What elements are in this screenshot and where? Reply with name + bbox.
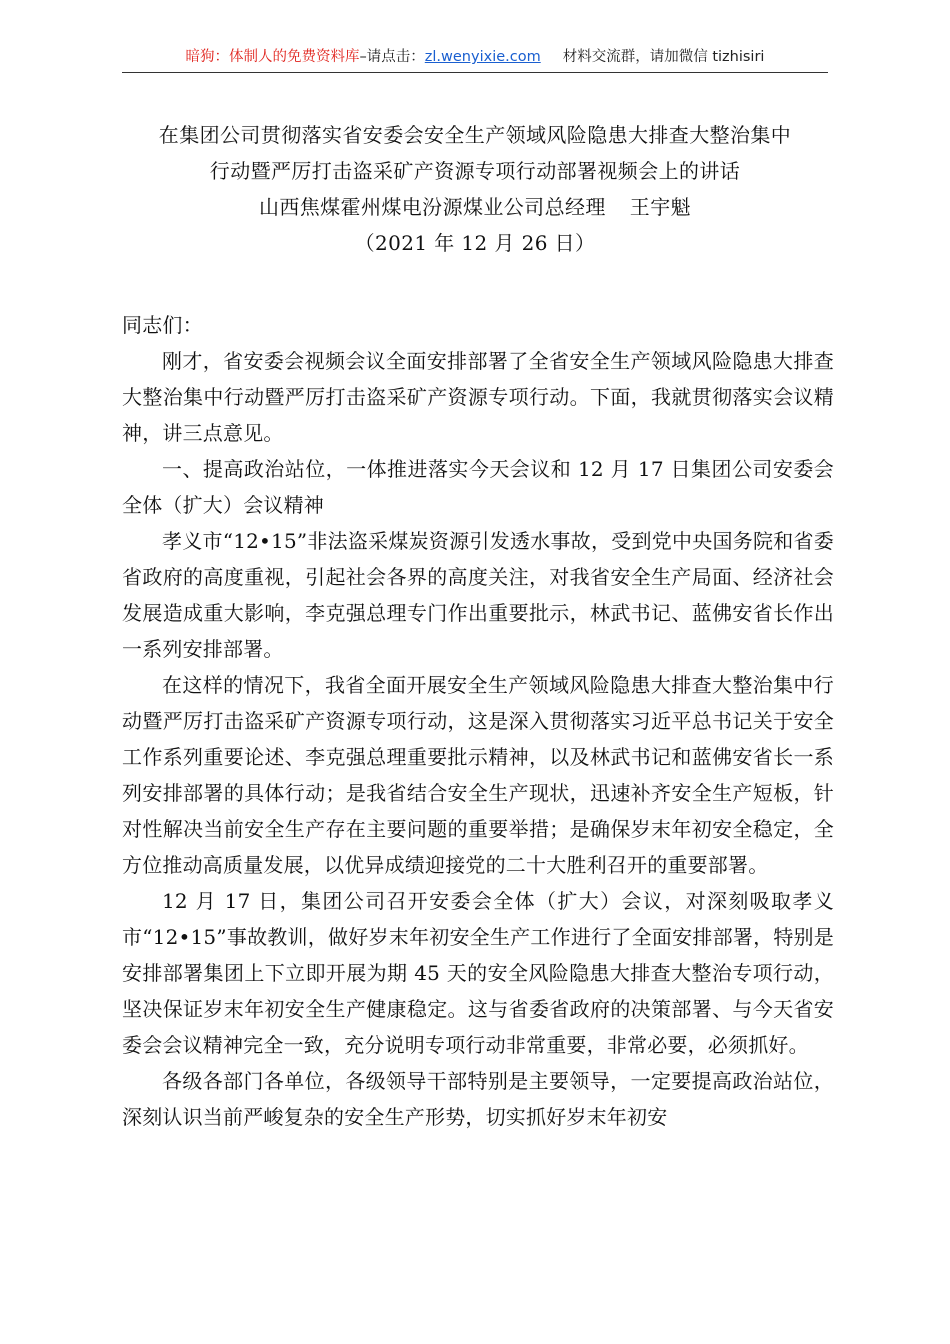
page-header xyxy=(122,46,828,73)
speech-body xyxy=(122,307,834,1135)
header-note: 材料交流群，请加微信 tizhisiri xyxy=(562,49,765,65)
paragraph-intro: 刚才，省安委会视频会议全面安排部署了全省安全生产领域风险隐患大排查大整治集中行动暨严厉打击盗采矿产资源专项行动。下面，我就贯彻落实会议精神，讲三点意见。 xyxy=(122,349,834,445)
paragraph: 12 月 17 日，集团公司召开安委会全体（扩大）会议，对深刻吸取孝义市“12•15”事故教训，做好岁末年初安全生产工作进行了全面安排部署，特别是安排部署集团上下立即开展为期 45 天的安全风险隐患大排查大整治专项行动，坚决保证岁末年初安全生产健康稳定。这与省委省政府的决策部署、与今天省安委会会议精神完全一致，充分说明专项行动非常重要，非常必要，必须抓好。 xyxy=(122,889,834,1057)
speaker-org: 山西焦煤霍州煤电汾源煤业公司总经理 xyxy=(258,195,606,219)
title-line-1: 在集团公司贯彻落实省安委会安全生产领域风险隐患大排查大整治集中 xyxy=(158,123,792,147)
speech-date: （2021 年 12 月 26 日） xyxy=(354,231,596,255)
header-brand: 暗狗：体制人的免费资料库 xyxy=(185,49,360,65)
salutation: 同志们： xyxy=(122,313,203,337)
title-line-2: 行动暨严厉打击盗采矿产资源专项行动部署视频会上的讲话 xyxy=(209,159,741,183)
paragraph: 各级各部门各单位，各级领导干部特别是主要领导，一定要提高政治站位，深刻认识当前严峻复杂的安全生产形势，切实抓好岁末年初安 xyxy=(122,1069,834,1129)
paragraph: 在这样的情况下，我省全面开展安全生产领域风险隐患大排查大整治集中行动暨严厉打击盗采矿产资源专项行动，这是深入贯彻落实习近平总书记关于安全工作系列重要论述、李克强总理重要批示精神，以及林武书记和蓝佛安省长一系列安排部署的具体行动；是我省结合安全生产现状，迅速补齐安全生产短板，针对性解决当前安全生产存在主要问题的重要举措；是确保岁末年初安全稳定，全方位推动高质量发展，以优异成绩迎接党的二十大胜利召开的重要部署。 xyxy=(122,673,834,877)
header-prompt: –请点击： xyxy=(359,49,425,65)
document-title-block xyxy=(120,117,830,261)
speaker-line xyxy=(120,189,830,225)
speaker-name: 王宇魁 xyxy=(629,195,691,219)
header-link[interactable]: zl.wenyixie.com xyxy=(424,49,541,65)
section-heading-1: 一、提高政治站位，一体推进落实今天会议和 12 月 17 日集团公司安委会全体（扩大）会议精神 xyxy=(122,457,834,517)
paragraph: 孝义市“12•15”非法盗采煤炭资源引发透水事故，受到党中央国务院和省委省政府的高度重视，引起社会各界的高度关注，对我省安全生产局面、经济社会发展造成重大影响，李克强总理专门作出重要批示，林武书记、蓝佛安省长作出一系列安排部署。 xyxy=(122,529,834,661)
